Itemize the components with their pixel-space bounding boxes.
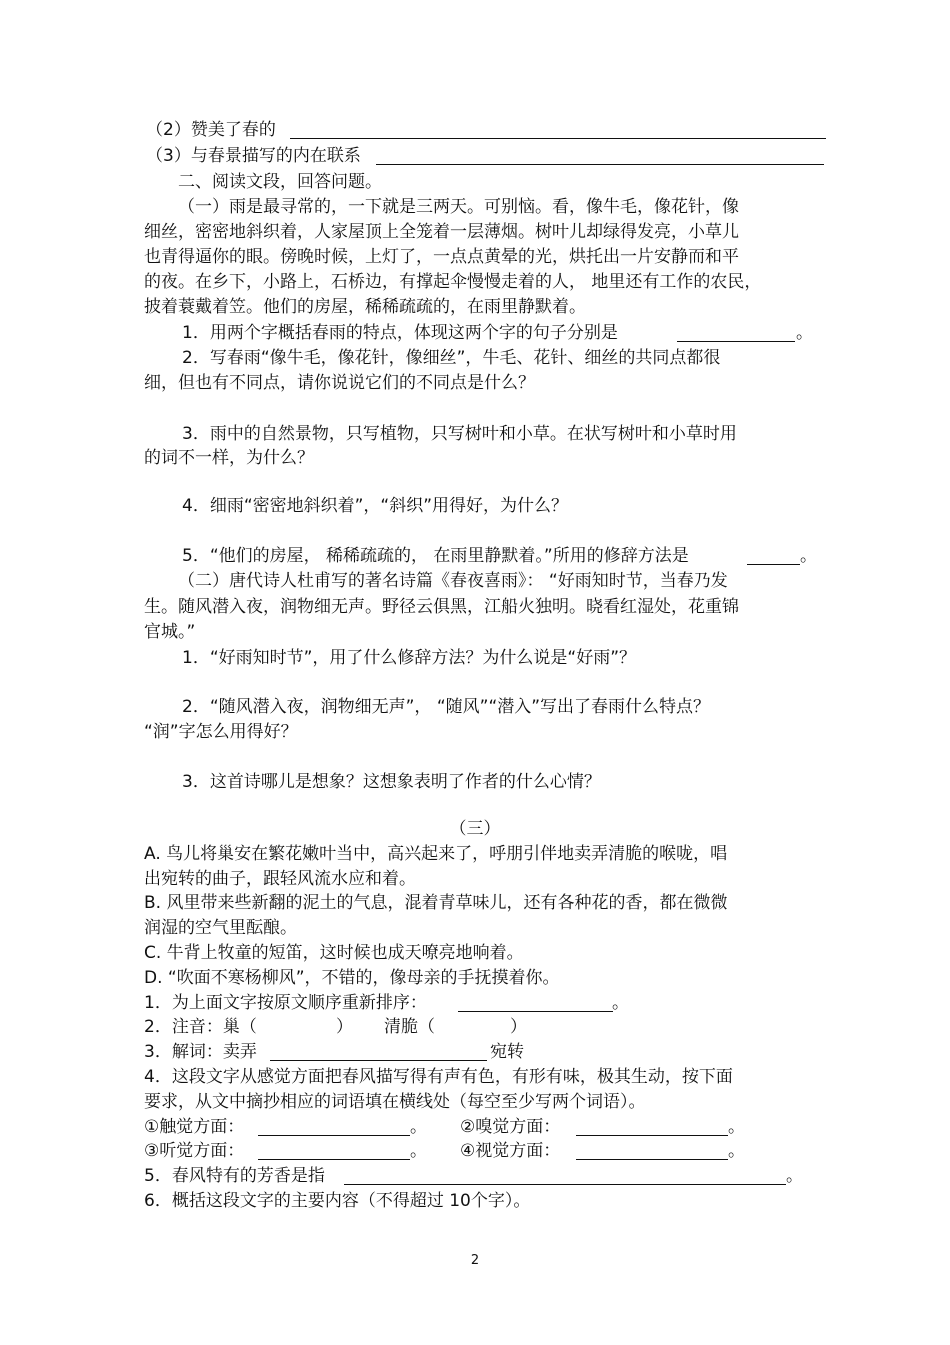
- question-text: 要求，从文中摘抄相应的词语填在横线处（每空至少写两个词语）。: [144, 1092, 646, 1112]
- answer-blank[interactable]: [344, 1168, 786, 1185]
- bracket: ）: [336, 1017, 353, 1037]
- option-b: B. 风里带来些新翻的泥土的气息，混着青草味儿，还有各种花的香，都在微微: [144, 893, 728, 913]
- question-text: （2）赞美了春的: [146, 120, 276, 140]
- answer-blank[interactable]: [458, 995, 613, 1012]
- bracket: ）: [510, 1017, 527, 1037]
- question-q3: [146, 145, 361, 167]
- answer-blank[interactable]: [258, 1119, 410, 1136]
- question-text: 1．用两个字概括春雨的特点，体现这两个字的句子分别是: [182, 323, 618, 343]
- question-text: （3）与春景描写的内在联系: [146, 146, 361, 166]
- passage-line: 披着蓑戴着笠。他们的房屋，稀稀疏疏的，在雨里静默着。: [144, 297, 586, 317]
- question-text: 3．雨中的自然景物，只写植物，只写树叶和小草。在状写树叶和小草时用: [182, 424, 737, 444]
- question-text: 宛转: [490, 1042, 524, 1062]
- passage-line: （二）唐代诗人杜甫写的著名诗篇《春夜喜雨》： “好雨知时节，当春乃发: [178, 571, 728, 591]
- question-text: 2．“随风潜入夜，润物细无声”， “随风”“潜入”写出了春雨什么特点？: [182, 697, 711, 717]
- answer-blank[interactable]: [270, 1044, 487, 1061]
- option-d: D. “吹面不寒杨柳风”，不错的，像母亲的手抚摸着你。: [144, 968, 560, 988]
- question-text: 4．这段文字从感觉方面把春风描写得有声有色，有形有味，极其生动，按下面: [144, 1067, 733, 1087]
- see-label: ④视觉方面：: [460, 1141, 561, 1161]
- answer-blank[interactable]: [576, 1143, 728, 1160]
- question-text: 细，但也有不同点，请你说说它们的不同点是什么？: [144, 373, 535, 393]
- answer-blank[interactable]: [258, 1143, 410, 1160]
- question-text: 5．春风特有的芳香是指: [144, 1166, 325, 1186]
- option-a-cont: 出宛转的曲子，跟轻风流水应和着。: [144, 869, 416, 889]
- period: 。: [796, 323, 813, 343]
- period: 。: [728, 1141, 745, 1161]
- question-text: 4．细雨“密密地斜织着”，“斜织”用得好，为什么？: [182, 496, 569, 516]
- section-heading: 二、阅读文段，回答问题。: [178, 172, 382, 192]
- passage-line: 生。随风潜入夜，润物细无声。野径云俱黑，江船火独明。晓看红湿处，花重锦: [144, 597, 739, 617]
- page-number: 2: [470, 1253, 480, 1268]
- question-text: 1．“好雨知时节”，用了什么修辞方法？为什么说是“好雨”？: [182, 648, 637, 668]
- option-b-cont: 润湿的空气里酝酿。: [144, 918, 297, 938]
- period: 。: [786, 1166, 803, 1186]
- question-text: 3．解词：卖弄: [144, 1042, 257, 1062]
- period: 。: [410, 1141, 427, 1161]
- passage-line: 细丝，密密地斜织着，人家屋顶上全笼着一层薄烟。树叶儿却绿得发亮，小草儿: [144, 222, 739, 242]
- touch-label: ①触觉方面：: [144, 1117, 245, 1137]
- passage-line: 官城。”: [144, 622, 196, 642]
- option-c: C. 牛背上牧童的短笛，这时候也成天嘹亮地响着。: [144, 943, 524, 963]
- question-text: 5．“他们的房屋， 稀稀疏疏的， 在雨里静默着。”所用的修辞方法是: [182, 546, 689, 566]
- option-a: A. 鸟儿将巢安在繁花嫩叶当中，高兴起来了，呼朋引伴地卖弄清脆的喉咙，唱: [144, 844, 728, 864]
- question-text: 清脆（: [384, 1017, 435, 1037]
- question-text: 2．注音：巢（: [144, 1017, 257, 1037]
- question-q2: [146, 119, 276, 141]
- question-text: 1．为上面文字按原文顺序重新排序：: [144, 993, 427, 1013]
- hear-label: ③听觉方面：: [144, 1141, 245, 1161]
- passage-line: 的夜。在乡下，小路上，石桥边，有撑起伞慢慢走着的人， 地里还有工作的农民，: [144, 272, 762, 292]
- period: 。: [612, 993, 629, 1013]
- period: 。: [410, 1117, 427, 1137]
- answer-blank[interactable]: [376, 148, 824, 165]
- period: 。: [800, 546, 817, 566]
- period: 。: [728, 1117, 745, 1137]
- question-text: “润”字怎么用得好？: [144, 722, 298, 742]
- answer-blank[interactable]: [576, 1119, 728, 1136]
- answer-blank[interactable]: [290, 122, 826, 139]
- question-text: 的词不一样，为什么？: [144, 448, 314, 468]
- answer-blank[interactable]: [677, 325, 795, 342]
- answer-blank[interactable]: [747, 548, 800, 565]
- smell-label: ②嗅觉方面：: [460, 1117, 561, 1137]
- section-heading: （三）: [449, 819, 501, 839]
- question-text: 6．概括这段文字的主要内容（不得超过 10个字）。: [144, 1191, 531, 1211]
- question-text: 2．写春雨“像牛毛，像花针，像细丝”，牛毛、花针、细丝的共同点都很: [182, 348, 721, 368]
- passage-line: 也青得逼你的眼。傍晚时候，上灯了，一点点黄晕的光，烘托出一片安静而和平: [144, 247, 739, 267]
- question-text: 3．这首诗哪儿是想象？这想象表明了作者的什么心情？: [182, 772, 601, 792]
- passage-line: （一）雨是最寻常的，一下就是三两天。可别恼。看，像牛毛，像花针，像: [178, 197, 739, 217]
